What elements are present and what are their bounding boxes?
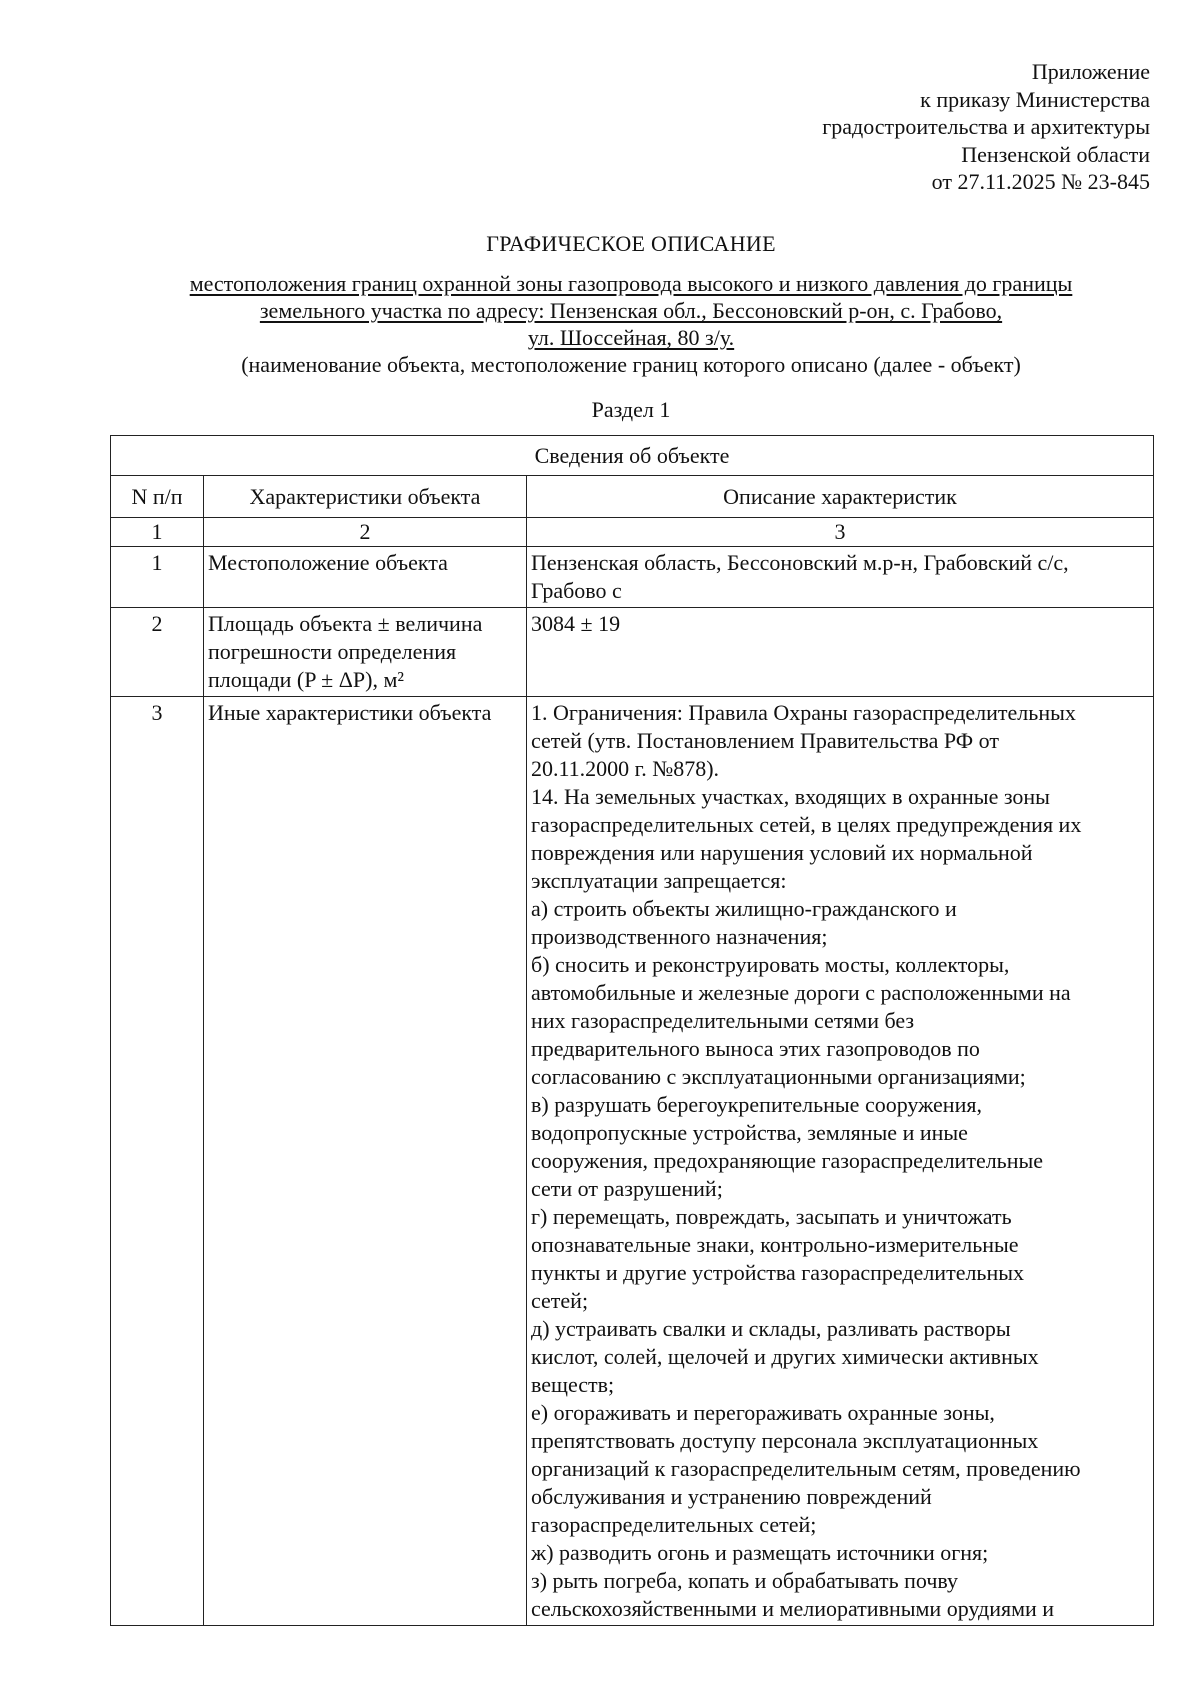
- appendix-order-date: от 27.11.2025 № 23-845: [931, 169, 1150, 194]
- description-line: газораспределительных сетей, в целях предупреждения их: [531, 812, 1082, 837]
- object-name-block: [100, 270, 1162, 378]
- description-line: 3084 ± 19: [531, 611, 621, 636]
- description-line: предварительного выноса этих газопроводов по: [531, 1036, 980, 1061]
- appendix-line: Пензенской области: [961, 141, 1150, 167]
- description-line: Пензенская область, Бессоновский м.р-н, Грабовский с/с,: [531, 550, 1069, 575]
- description-line: повреждения или нарушения условий их нормальной: [531, 840, 1033, 865]
- description-line: них газораспределительными сетями без: [531, 1008, 915, 1033]
- document-title: ГРАФИЧЕСКОЕ ОПИСАНИЕ: [486, 231, 776, 256]
- row-characteristic: Иные характеристики объекта: [204, 697, 527, 1626]
- description-line: сельскохозяйственными и мелиоративными орудиями и: [531, 1596, 1055, 1621]
- column-header-description: Описание характеристик: [527, 476, 1154, 518]
- column-number: 2: [204, 518, 527, 547]
- description-line: д) устраивать свалки и склады, разливать растворы: [531, 1316, 1011, 1341]
- row-description: [527, 697, 1154, 1626]
- description-line: в) разрушать берегоукрепительные сооружения,: [531, 1092, 982, 1117]
- appendix-line: Приложение: [1031, 59, 1150, 84]
- row-description: [527, 608, 1154, 697]
- object-name-line: земельного участка по адресу: Пензенская обл., Бессоновский р-он, с. Грабово,: [259, 298, 1003, 323]
- description-line: з) рыть погреба, копать и обрабатывать почву: [531, 1568, 959, 1593]
- table-row: [111, 547, 1154, 608]
- description-line: автомобильные и железные дороги с расположенными на: [531, 980, 1071, 1005]
- description-line: согласованию с эксплуатационными организациями;: [531, 1064, 1026, 1089]
- description-line: г) перемещать, повреждать, засыпать и уничтожать: [531, 1204, 1012, 1229]
- description-line: е) огораживать и перегораживать охранные зоны,: [531, 1400, 995, 1425]
- row-number: 2: [111, 608, 204, 697]
- description-line: организаций к газораспределительным сетям, проведению: [531, 1456, 1081, 1481]
- description-line: кислот, солей, щелочей и других химически активных: [531, 1344, 1039, 1369]
- column-number: 1: [111, 518, 204, 547]
- row-number: 3: [111, 697, 204, 1626]
- description-line: 1. Ограничения: Правила Охраны газораспределительных: [531, 700, 1076, 725]
- description-line: сетей (утв. Постановлением Правительства РФ от: [531, 728, 999, 753]
- appendix-line: к приказу Министерства: [920, 86, 1150, 112]
- object-name-line: местоположения границ охранной зоны газопровода высокого и низкого давления до границы: [189, 271, 1073, 296]
- object-name-line: ул. Шоссейная, 80 з/у.: [527, 325, 735, 350]
- column-header-characteristic: Характеристики объекта: [204, 476, 527, 518]
- description-line: пункты и другие устройства газораспределительных: [531, 1260, 1025, 1285]
- description-line: производственного назначения;: [531, 924, 828, 949]
- table-row: [111, 608, 1154, 697]
- table-caption: Сведения об объекте: [111, 436, 1154, 476]
- description-line: 14. На земельных участках, входящих в охранные зоны: [531, 784, 1050, 809]
- description-line: газораспределительных сетей;: [531, 1512, 817, 1537]
- row-characteristic: Местоположение объекта: [204, 547, 527, 608]
- appendix-line: градостроительства и архитектуры: [822, 114, 1150, 139]
- section-title: Раздел 1: [591, 397, 671, 422]
- description-line: ж) разводить огонь и размещать источники огня;: [531, 1540, 989, 1565]
- row-description: [527, 547, 1154, 608]
- description-line: 20.11.2000 г. №878).: [531, 756, 720, 781]
- column-number: 3: [527, 518, 1154, 547]
- column-header-number: N п/п: [111, 476, 204, 518]
- description-line: водопропускные устройства, земляные и иные: [531, 1120, 968, 1145]
- description-line: сооружения, предохраняющие газораспределительные: [531, 1148, 1044, 1173]
- description-line: обслуживания и устранению повреждений: [531, 1484, 932, 1509]
- object-info-table: [110, 435, 1154, 1626]
- object-name-caption: (наименование объекта, местоположение границ которого описано (далее - объект): [241, 352, 1021, 377]
- table-row: [111, 697, 1154, 1626]
- row-number: 1: [111, 547, 204, 608]
- description-line: препятствовать доступу персонала эксплуатационных: [531, 1428, 1039, 1453]
- appendix-header: [822, 58, 1150, 196]
- description-line: а) строить объекты жилищно-гражданского и: [531, 896, 957, 921]
- row-characteristic: Площадь объекта ± величина погрешности определения площади (P ± ΔP), м²: [204, 608, 527, 697]
- description-line: веществ;: [531, 1372, 615, 1397]
- description-line: эксплуатации запрещается:: [531, 868, 787, 893]
- description-line: сети от разрушений;: [531, 1176, 723, 1201]
- description-line: Грабово с: [531, 578, 622, 603]
- description-line: б) сносить и реконструировать мосты, коллекторы,: [531, 952, 1010, 977]
- description-line: сетей;: [531, 1288, 589, 1313]
- description-line: опознавательные знаки, контрольно-измерительные: [531, 1232, 1019, 1257]
